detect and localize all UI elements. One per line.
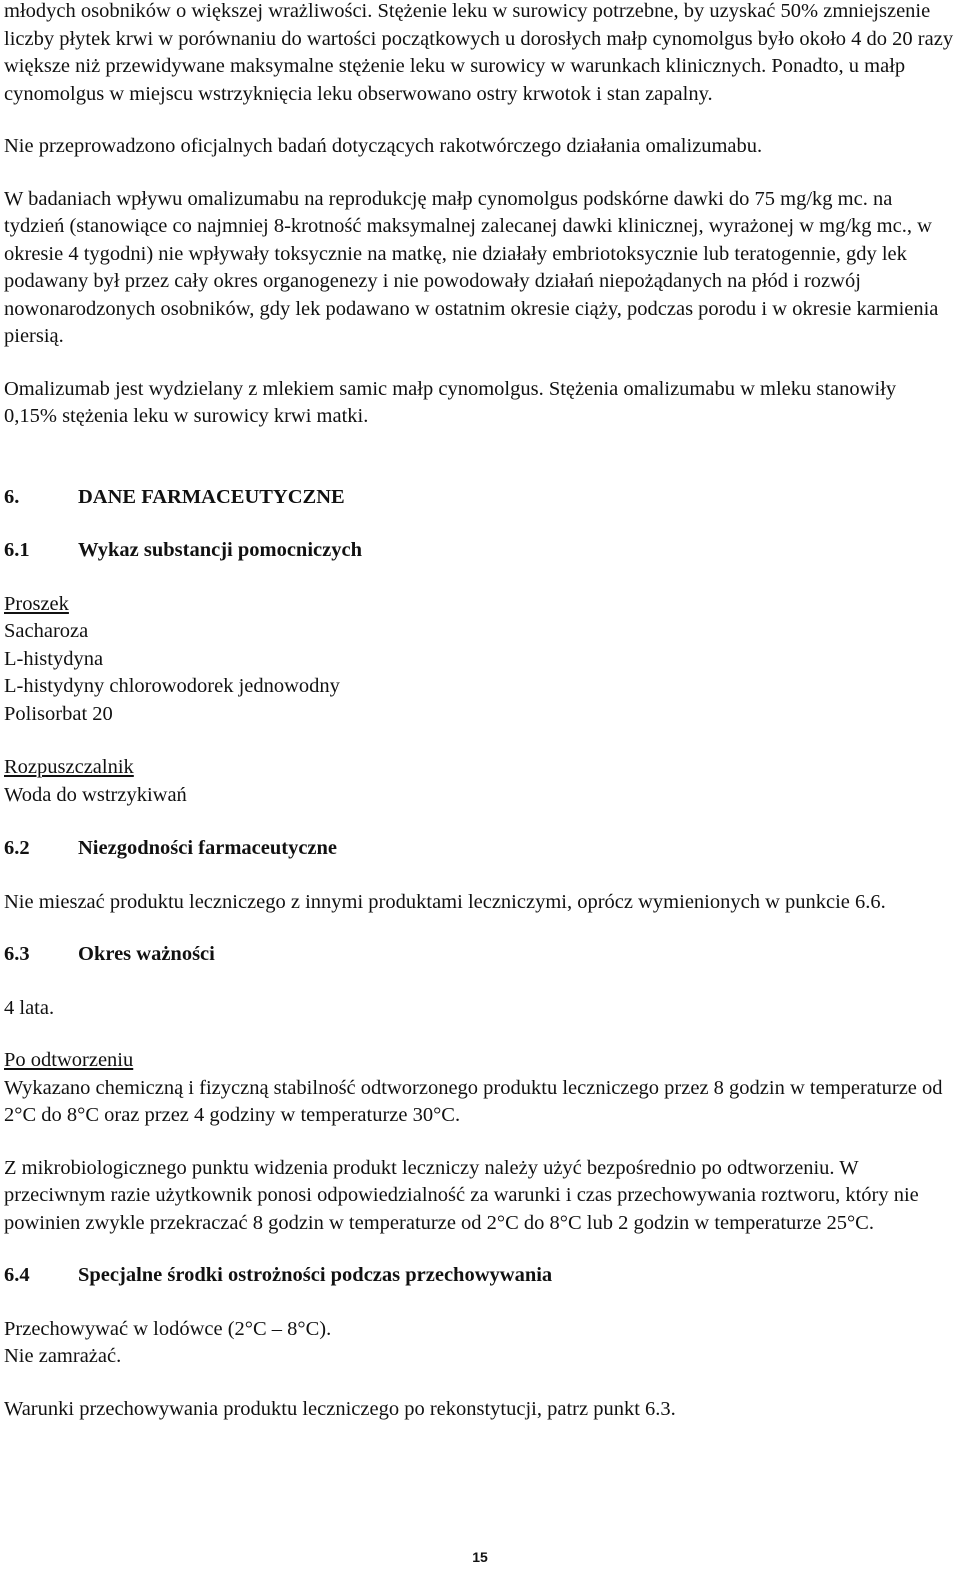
page-number: 15	[472, 1549, 488, 1565]
document-page	[4, 0, 954, 1448]
section-6-3-number: 6.3	[4, 943, 30, 965]
paragraph-preclinical-platelets: młodych osobników o większej wrażliwości. Stężenie leku w surowicy potrzebne, by uzyskać 50% zmniejszenie liczby płytek krwi w porównaniu do wartości początkowych u dorosłych małp cynomolgus było około 4 do 20 razy większe niż przewidywane maksymalne stężenie leku w surowicy w warunkach klinicznych. Ponadto, u małp cynomolgus w miejscu wstrzyknięcia leku obserwowano ostry krwotok i stan zapalny.	[4, 0, 954, 105]
storage-after-reconstitution-text: Warunki przechowywania produktu leczniczego po rekonstytucji, patrz punkt 6.3.	[4, 1397, 676, 1420]
section-6-number: 6.	[4, 485, 20, 508]
paragraph-milk-excretion: Omalizumab jest wydzielany z mlekiem samic małp cynomolgus. Stężenia omalizumabu w mleku stanowiły 0,15% stężenia leku w surowicy krwi matki.	[4, 377, 897, 427]
section-6-title: DANE FARMACEUTYCZNE	[78, 485, 345, 508]
powder-item: L-histydyny chlorowodorek jednowodny	[4, 675, 340, 697]
powder-item: L-histydyna	[4, 647, 104, 670]
section-6-2-title: Niezgodności farmaceutyczne	[78, 837, 338, 859]
paragraph-carcinogenicity: Nie przeprowadzono oficjalnych badań dotyczących rakotwórczego działania omalizumabu.	[4, 135, 763, 157]
storage-no-freeze-line: Nie zamrażać.	[4, 1345, 122, 1367]
reconstitution-block	[4, 1047, 954, 1130]
solvent-label: Rozpuszczalnik	[4, 756, 134, 778]
microbiology-text: Z mikrobiologicznego punktu widzenia produkt leczniczy należy użyć bezpośrednio po odtworzeniu. W przeciwnym razie użytkownik ponosi odpowiedzialność za warunki i czas przechowywania roztworu, który nie powinien zwykle przekraczać 8 godzin w temperaturze od 2°C do 8°C lub 2 godzin w temperaturze 25°C.	[4, 1156, 919, 1234]
powder-item: Polisorbat 20	[4, 702, 113, 725]
section-6-2-heading	[4, 835, 954, 863]
section-6-heading	[4, 484, 954, 512]
reconstitution-label: Po odtworzeniu	[4, 1049, 134, 1071]
section-6-2-number: 6.2	[4, 837, 30, 859]
section-6-1-heading	[4, 537, 954, 565]
shelf-life-text: 4 lata.	[4, 996, 55, 1019]
paragraph-reproduction: W badaniach wpływu omalizumabu na reprodukcję małp cynomolgus podskórne dawki do 75 mg/kg mc. na tydzień (stanowiące co najmniej 8-krotność maksymalnej zalecanej dawki klinicznej, wyrażonej w mg/kg mc., w okresie 4 tygodni) nie wpływały toksycznie na matkę, nie działały embriotoksycznie lub teratogennie, gdy lek podawany był przez cały okres organogenezy i nie powodowały działań niepożądanych na płód i rozwój nowonarodzonych osobników, gdy lek podawano w ostatnim okresie ciąży, podczas porodu i w okresie karmienia piersią.	[4, 187, 939, 347]
section-6-3-title: Okres ważności	[78, 943, 215, 965]
incompatibilities-text: Nie mieszać produktu leczniczego z innymi produktami leczniczymi, oprócz wymienionych w punkcie 6.6.	[4, 890, 886, 913]
section-6-1-number: 6.1	[4, 539, 30, 561]
excipients-powder-block	[4, 591, 954, 729]
section-6-1-title: Wykaz substancji pomocniczych	[78, 539, 362, 561]
excipients-solvent-block	[4, 754, 954, 809]
section-6-3-heading	[4, 941, 954, 969]
storage-block	[4, 1316, 954, 1371]
solvent-item: Woda do wstrzykiwań	[4, 783, 187, 806]
storage-fridge-line: Przechowywać w lodówce (2°C – 8°C).	[4, 1317, 332, 1340]
reconstitution-text: Wykazano chemiczną i fizyczną stabilność odtworzonego produktu leczniczego przez 8 godzin w temperaturze od 2°C do 8°C oraz przez 4 godziny w temperaturze 30°C.	[4, 1076, 943, 1126]
section-6-4-title: Specjalne środki ostrożności podczas przechowywania	[78, 1264, 553, 1286]
section-6-4-heading	[4, 1262, 954, 1290]
section-6-4-number: 6.4	[4, 1264, 30, 1286]
powder-label: Proszek	[4, 592, 69, 615]
powder-item: Sacharoza	[4, 620, 89, 642]
